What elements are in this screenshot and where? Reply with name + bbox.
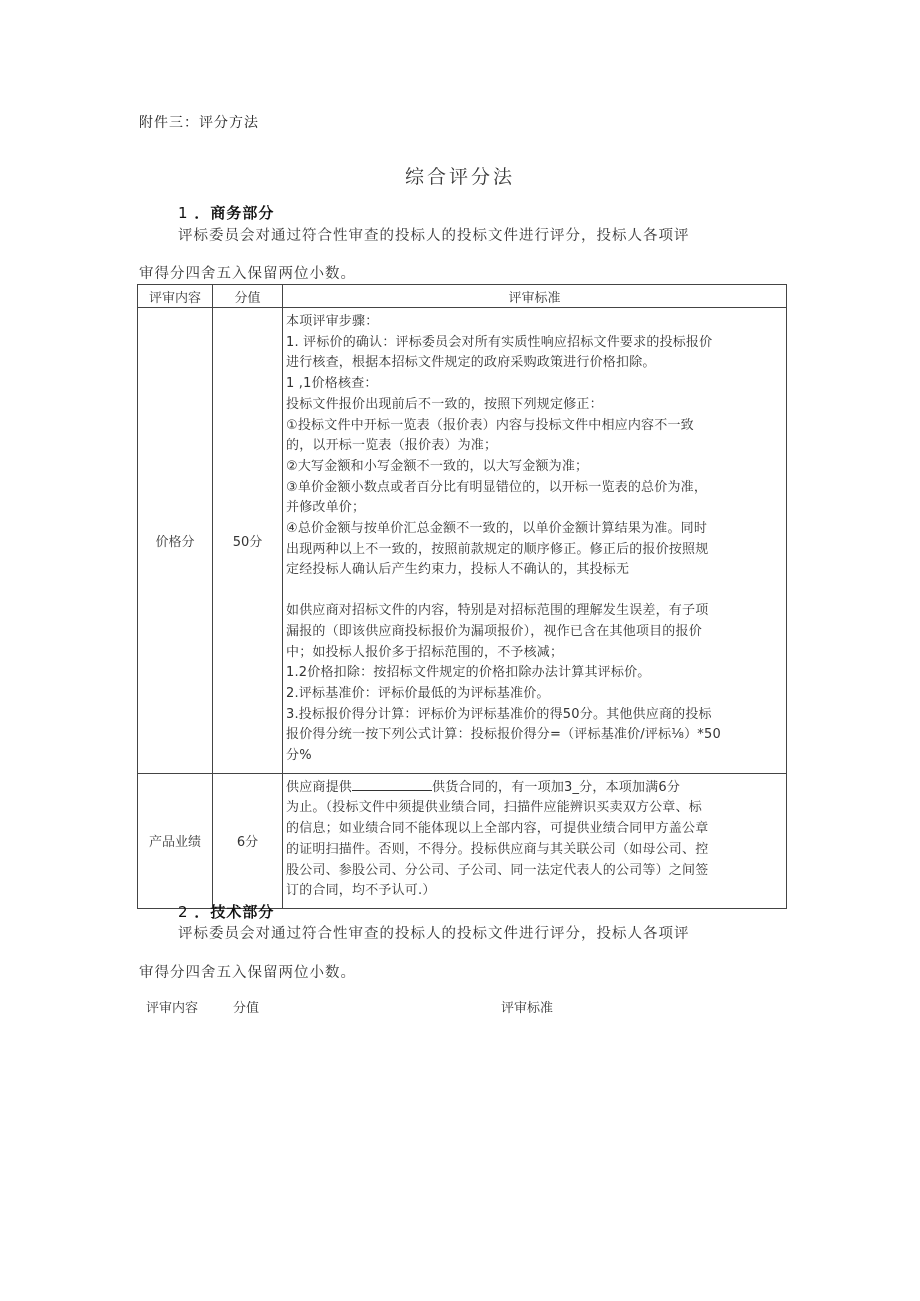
section2-header-points: 分值: [233, 1001, 260, 1016]
document-title: 综合评分法: [404, 166, 515, 188]
criteria-line: 并修改单价；: [286, 500, 366, 516]
criteria-line: 报价得分统一按下列公式计算：投标报价得分=（评标基准价/评标⅛）*50: [286, 727, 721, 743]
criteria-line: 的信息；如业绩合同不能体现以上全部内容，可提供业绩合同甲方盖公章: [286, 821, 709, 837]
criteria-line: ①投标文件中开标一览表（报价表）内容与投标文件中相应内容不一致: [286, 417, 694, 433]
performance-line1-after: 供货合同的，有一项加3_分，本项加满6分: [432, 779, 681, 795]
criteria-line: ④总价金额与按单价汇总金额不一致的，以单价金额计算结果为准。同时: [286, 521, 708, 537]
header-points: 分值: [213, 285, 283, 308]
criteria-line: [286, 778, 784, 799]
criteria-line: 投标文件报价出现前后不一致的，按照下列规定修正：: [286, 396, 603, 412]
criteria-line: [286, 581, 784, 601]
criteria-line: ②大写金额和小写金额不一致的，以大写金额为准；: [286, 458, 589, 474]
criteria-line: 如供应商对招标文件的内容，特别是对招标范围的理解发生误差，有子项: [286, 603, 709, 619]
section1-heading-text: ．商务部分: [194, 204, 275, 222]
section1-paragraph-line2: 审得分四舍五入保留两位小数。: [139, 266, 356, 282]
criteria-line: 定经投标人确认后产生约束力，投标人不确认的，其投标无: [286, 562, 630, 578]
section1-heading: [178, 202, 274, 223]
section2-paragraph-line1: 评标委员会对通过符合性审查的投标人的投标文件进行评分，投标人各项评: [178, 926, 690, 942]
criteria-line: 进行核查，根据本招标文件规定的政府采购政策进行价格扣除。: [286, 355, 656, 371]
criteria-line: 的，以开标一览表（报价表）为准；: [286, 438, 498, 454]
row-performance-criteria: [283, 773, 787, 908]
section1-heading-number: 1: [178, 204, 189, 222]
criteria-line: 股公司、参股公司、分公司、子公司、同一法定代表人的公司等）之间签: [286, 862, 709, 878]
section2-heading-text: ．技术部分: [194, 903, 275, 921]
section2-paragraph-line2: 审得分四舍五入保留两位小数。: [139, 965, 356, 981]
criteria-line: 2.评标基准价：评标价最低的为评标基准价。: [286, 685, 550, 701]
table-row-price: [138, 308, 787, 774]
row-price-score: 50分: [213, 308, 283, 774]
section2-heading: [178, 901, 274, 922]
criteria-line: 的证明扫描件。否则，不得分。投标供应商与其关联公司（如母公司、控: [286, 841, 709, 857]
row-performance-name: 产品业绩: [138, 773, 213, 908]
header-criteria-item: 评审内容: [138, 285, 213, 308]
row-price-criteria: [283, 308, 787, 774]
section2-header-standard: 评审标准: [501, 1001, 554, 1016]
criteria-line: 出现两种以上不一致的，按照前款规定的顺序修正。修正后的报价按照规: [286, 541, 709, 557]
criteria-line: 订的合同，均不予认可.）: [286, 883, 436, 899]
criteria-line: 漏报的（即该供应商投标报价为漏项报价），视作已含在其他项目的报价: [286, 623, 702, 639]
row-performance-score: 6分: [213, 773, 283, 908]
criteria-line: 3.投标报价得分计算：评标价为评标基准价的得50分。其他供应商的投标: [286, 706, 712, 722]
criteria-line: ③单价金额小数点或者百分比有明显错位的，以开标一览表的总价为准，: [286, 479, 708, 495]
annex-title: 附件三：评分方法: [139, 115, 259, 131]
scoring-table: [137, 284, 787, 909]
row-price-name: 价格分: [138, 308, 213, 774]
section2-header-criteria-item: 评审内容: [146, 1001, 199, 1016]
section2-heading-number: 2: [178, 903, 189, 921]
criteria-line: 1.2价格扣除：按招标文件规定的价格扣除办法计算其评标价。: [286, 665, 651, 681]
fill-blank: [352, 778, 432, 791]
criteria-line: 本项评审步骤：: [286, 314, 379, 329]
table-header-row: [138, 285, 787, 308]
criteria-line: 1. 评标价的确认：评标委员会对所有实质性响应招标文件要求的投标报价: [286, 334, 713, 350]
header-standard: 评审标准: [283, 285, 787, 308]
criteria-line: 为止。（投标文件中须提供业绩合同，扫描件应能辨识买卖双方公章、标: [286, 800, 702, 816]
table-row-performance: [138, 773, 787, 908]
criteria-line: 1 ,1价格核查：: [286, 376, 378, 392]
section1-paragraph-line1: 评标委员会对通过符合性审查的投标人的投标文件进行评分，投标人各项评: [178, 228, 690, 244]
performance-line1-before: 供应商提供: [286, 779, 353, 795]
criteria-line: 中；如投标人报价多于招标范围的，不予核减；: [286, 644, 564, 660]
criteria-line: 分%: [286, 748, 312, 764]
